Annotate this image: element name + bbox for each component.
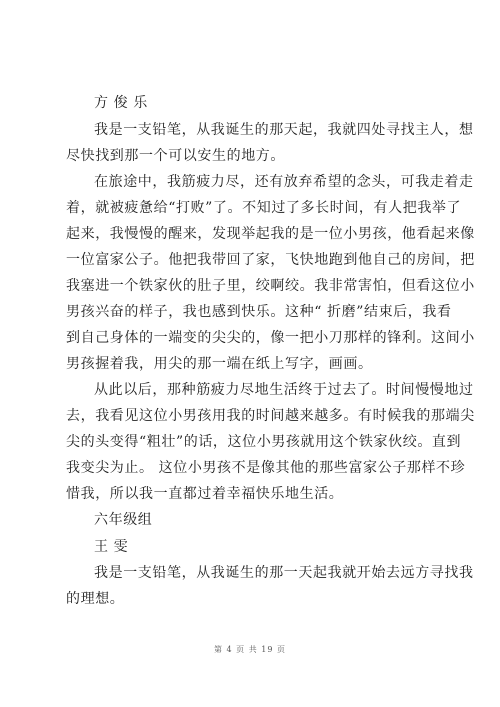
paragraph-line: 我变尖为止。 这位小男孩不是像其他的那些富家公子那样不珍 <box>66 460 466 476</box>
paragraph-line: 惜我，所以我一直都过着幸福快乐地生活。 <box>66 486 344 502</box>
paragraph-line: 我是一支铅笔，从我诞生的那一天起我就开始去远方寻找我 <box>94 565 474 581</box>
paragraph-line: 到自己身体的一端变的尖尖的，像一把小刀那样的锋利。这间小 <box>66 330 475 346</box>
paragraph-line: 我塞进一个铁家伙的肚子里，绞啊绞。我非常害怕，但看这位小 <box>66 278 475 294</box>
paragraph-line: 的理想。 <box>66 591 125 607</box>
paragraph-line: 去，我看见这位小男孩用我的时间越来越多。有时候我的那端尖 <box>66 408 475 424</box>
paragraph-line: 一位富家公子。他把我带回了家，飞快地跑到他自己的房间，把 <box>66 252 475 268</box>
paragraph-line: 起来，我慢慢的醒来，发现举起我的是一位小男孩，他看起来像 <box>66 226 475 242</box>
paragraph-line: 我是一支铅笔，从我诞生的那天起，我就四处寻找主人，想 <box>94 122 474 138</box>
paragraph-line: 从此以后，那种筋疲力尽地生活终于过去了。时间慢慢地过 <box>94 382 474 398</box>
page-number: 第 4 页 共 19 页 <box>214 645 286 654</box>
section-heading: 六年级组 <box>94 512 153 528</box>
paragraph-line: 男孩兴奋的样子，我也感到快乐。这种“ 折磨”结束后，我看 <box>66 304 452 320</box>
paragraph-line: 尽快找到那一个可以安生的地方。 <box>66 148 285 164</box>
author-name-2: 王 雯 <box>94 539 129 555</box>
paragraph-line: 着，就被疲惫给“打败”了。不知过了多长时间，有人把我举了 <box>66 200 462 216</box>
author-name-1: 方 俊 乐 <box>94 95 148 111</box>
paragraph-line: 尖的头变得“粗壮”的话，这位小男孩就用这个铁家伙绞。直到 <box>66 434 462 450</box>
paragraph-line: 在旅途中，我筋疲力尽，还有放弃希望的念头，可我走着走 <box>94 174 474 190</box>
paragraph-line: 男孩握着我，用尖的那一端在纸上写字，画画。 <box>66 356 373 372</box>
